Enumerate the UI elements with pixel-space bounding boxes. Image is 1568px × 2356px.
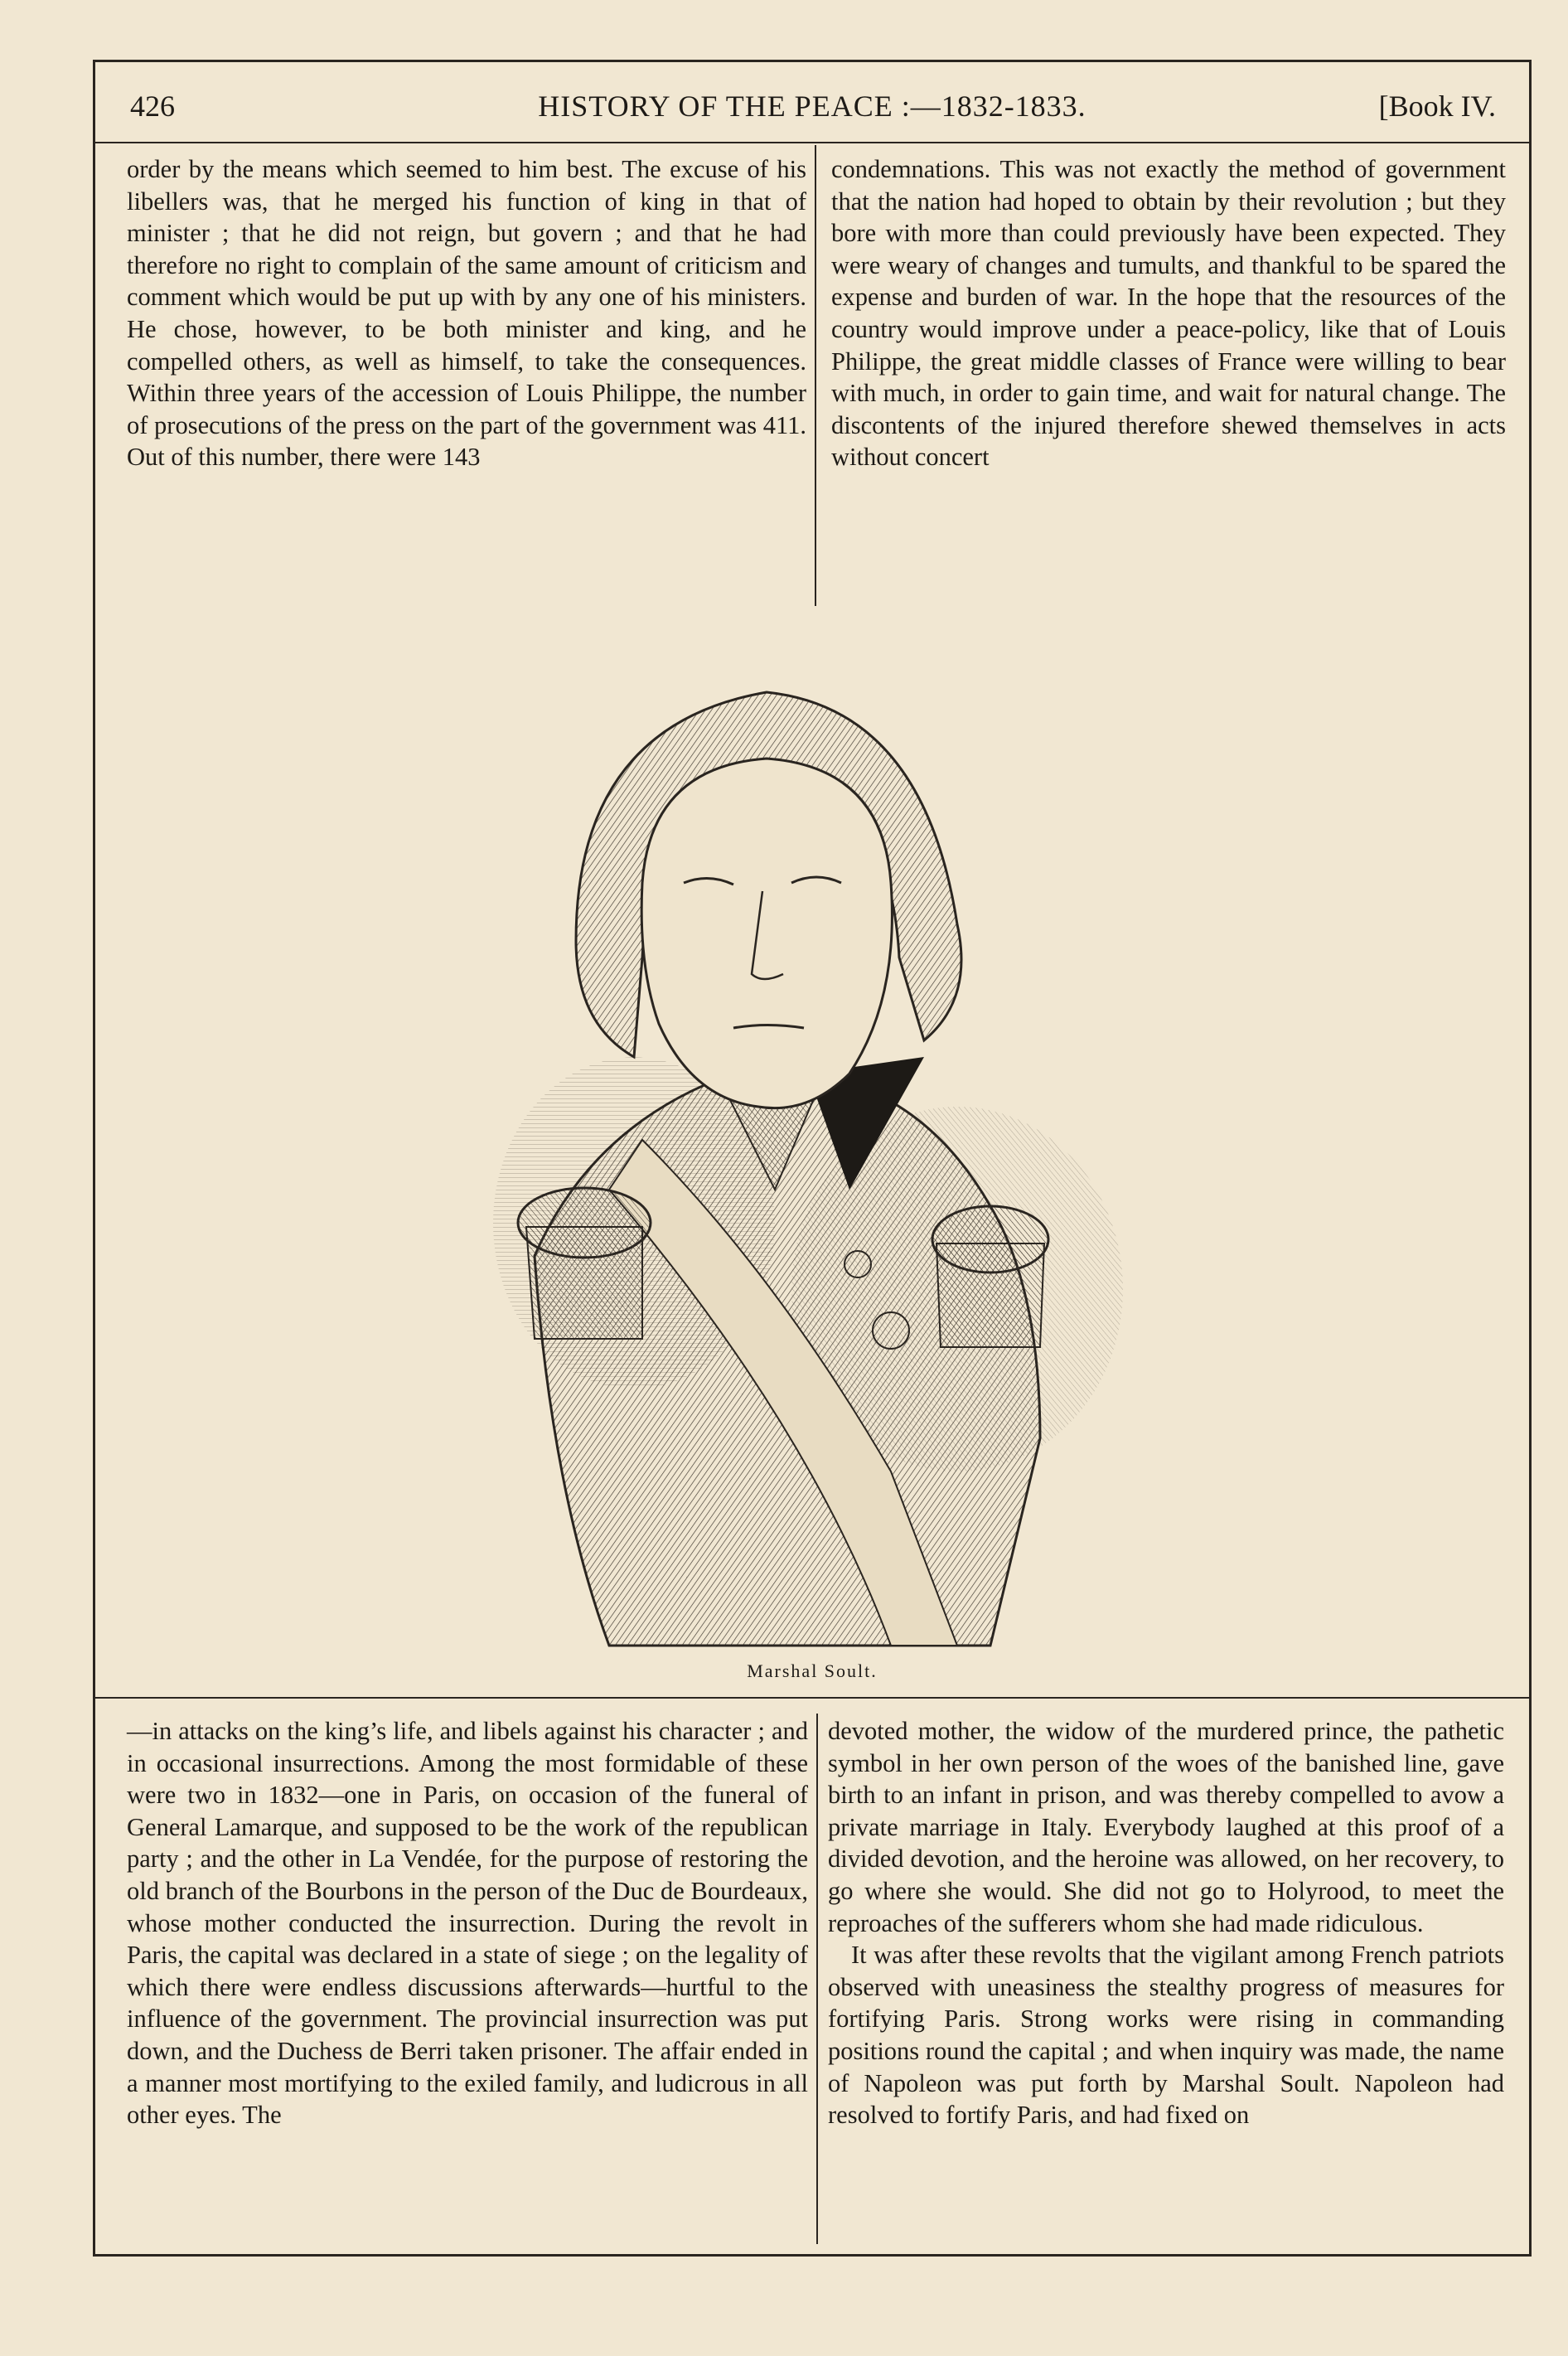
text-column-top-left: [127, 153, 806, 473]
text-column-top-right: [831, 153, 1506, 473]
page-number: 426: [130, 90, 175, 123]
paragraph: order by the means which seemed to him best. The excuse of his libellers was, that he merged his function of king in that of minister ; that he did not reign, but govern ; and that he had therefore no right to complain of the same amount of criticism and comment which would be put up with by any one of his ministers. He chose, however, to be both minister and king, and he compelled others, as well as himself, to take the consequences. Within three years of the accession of Louis Philippe, the number of prosecutions of the press on the part of the government was 411. Out of this number, there were 143: [127, 155, 806, 472]
column-rule-bottom: [816, 1714, 818, 2244]
paragraph: It was after these revolts that the vigilant among French patriots observed with uneasiness the stealthy progress of measures for fortifying Paris. Strong works were rising in commanding positions round the capital ; and when inquiry was made, the name of Napoleon was put forth by Marshal Soult. Napoleon had resolved to fortify Paris, and had fixed on: [828, 1941, 1504, 2130]
running-title: HISTORY OF THE PEACE :—1832-1833.: [538, 90, 1086, 123]
page-header: [95, 62, 1529, 143]
figure-caption: Marshal Soult.: [747, 1660, 878, 1681]
paragraph: devoted mother, the widow of the murdered prince, the pathetic symbol in her own person of the woes of the banished line, gave birth to an infant in prison, and was thereby compelled to avow a private marriage in Italy. Everybody laughed at this proof of a divided devotion, and the heroine was allowed, on her recovery, to go where she would. She did not go to Holyrood, to meet the reproaches of the sufferers whom she had made ridiculous.: [828, 1717, 1504, 1937]
book-label: [Book IV.: [1378, 90, 1496, 123]
portrait-engraving: [460, 609, 1181, 1687]
paragraph: —in attacks on the king’s life, and libels against his character ; and in occasional insurrections. Among the most formidable of these were two in 1832—one in Paris, on occasion of the funeral of General Lamarque, and supposed to be the work of the republican party ; and the other in La Vendée, for the purpose of restoring the old branch of the Bourbons in the person of the Duc de Bourdeaux, whose mother conducted the insurrection. During the revolt in Paris, the capital was declared in a state of siege ; on the legality of which there were endless discussions afterwards—hurtful to the influence of the government. The provincial insurrection was put down, and the Duchess de Berri taken prisoner. The affair ended in a manner most mortifying to the exiled family, and ludicrous in all other eyes. The: [127, 1717, 808, 2130]
page-frame: [93, 60, 1532, 2257]
caption-rule: [95, 1697, 1529, 1699]
text-column-bottom-left: [127, 1715, 808, 2131]
column-rule-top: [815, 145, 816, 606]
paragraph: condemnations. This was not exactly the method of government that the nation had hoped to obtain by their revolution ; but they bore with more than could previously have been expected. They were weary of changes and tumults, and thankful to be spared the expense and burden of war. In the hope that the resources of the country would improve under a peace-policy, like that of Louis Philippe, the great middle classes of France were willing to bear with much, in order to gain time, and wait for natural change. The discontents of the injured therefore shewed themselves in acts without concert: [831, 155, 1506, 472]
text-column-bottom-right: [828, 1715, 1504, 2131]
